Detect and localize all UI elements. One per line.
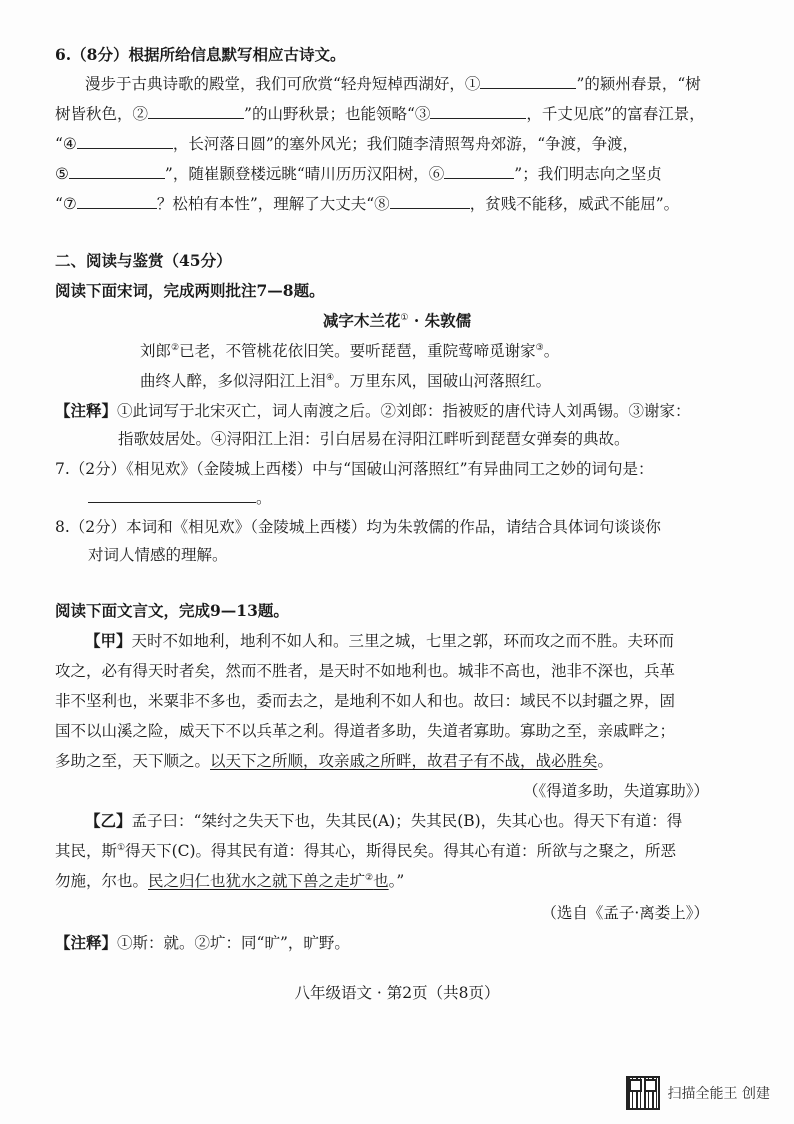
poem-notes-1: 【注释】①此词写于北宋灭亡，词人南渡之后。②刘郎：指被贬的唐代诗人刘禹锡。③谢家： bbox=[55, 401, 691, 420]
page-number: 八年级语文 · 第2页（共8页） bbox=[294, 984, 500, 1002]
blank-4[interactable] bbox=[77, 132, 173, 149]
jia-source: （《得道多助，失道寡助》） bbox=[522, 782, 709, 800]
blank-6[interactable] bbox=[444, 162, 514, 179]
underlined-sentence-yi: 民之归仁也犹水之就下兽之走圹②也 bbox=[148, 872, 389, 890]
blank-2[interactable] bbox=[148, 102, 244, 119]
qr-code-icon bbox=[626, 1076, 660, 1110]
section-intro: 阅读下面宋词，完成两则批注7—8题。 bbox=[55, 281, 325, 300]
classical-intro: 阅读下面文言文，完成9—13题。 bbox=[55, 601, 289, 620]
scanner-watermark: 扫描全能王 创建 bbox=[626, 1076, 770, 1110]
q6-line-5: “⑦ ？松柏有本性”，理解了大丈夫“⑧ ，贫贱不能移，威武不能屈”。 bbox=[55, 192, 754, 215]
blank-8[interactable] bbox=[390, 192, 470, 209]
underlined-sentence-jia: 以天下之所顺，攻亲戚之所畔，故君子有不战，战必胜矣 bbox=[210, 752, 598, 770]
q8-question-1: 8.（2分）本词和《相见欢》（金陵城上西楼）均为朱敦儒的作品，请结合具体词句谈谈你 bbox=[55, 518, 661, 536]
yi-line-2: 其民，斯①得天下(C)。得其民有道：得其心，斯得民矣。得其心有道：所欲与之聚之，所恶 bbox=[55, 842, 677, 860]
jia-line-5: 多助之至，天下顺之。以天下之所顺，攻亲戚之所畔，故君子有不战，战必胜矣。 bbox=[55, 752, 614, 770]
yi-line-3: 勿施，尔也。民之归仁也犹水之就下兽之走圹②也。” bbox=[55, 872, 405, 890]
jia-line-3: 非不坚利也，米粟非不多也，委而去之，是地利不如人和也。故曰：域民不以封疆之界，固 bbox=[55, 692, 676, 710]
blank-3[interactable] bbox=[430, 102, 526, 119]
q7-question: 7.（2分）《相见欢》（金陵城上西楼）中与“国破山河落照红”有异曲同工之妙的词句是： bbox=[55, 460, 654, 478]
blank-1[interactable] bbox=[480, 72, 576, 89]
section-title: 二、阅读与鉴赏（45分） bbox=[55, 251, 232, 270]
q7-answer-blank[interactable] bbox=[88, 486, 256, 503]
yi-line-1: 【乙】孟子曰：“桀纣之失天下也，失其民(A)；失其民(B)，失其心也。得天下有道：得 bbox=[85, 811, 683, 830]
q7-answer-line: 。 bbox=[88, 486, 754, 509]
poem-line-1: 刘郎②已老，不管桃花依旧笑。要听琵琶，重院莺啼觅谢家③。 bbox=[140, 342, 560, 360]
jia-line-2: 攻之，必有得天时者矣，然而不胜者，是天时不如地利也。城非不高也，池非不深也，兵革 bbox=[55, 662, 676, 680]
yi-source: （选自《孟子·离娄上》） bbox=[541, 904, 709, 922]
q6-line-4: ⑤ ”，随崔颢登楼远眺“晴川历历汉阳树，⑥ ”；我们明志向之坚贞 bbox=[55, 162, 754, 185]
classical-notes: 【注释】①斯：就。②圹：同“旷”，旷野。 bbox=[55, 933, 350, 952]
q6-heading: 6.（8分）根据所给信息默写相应古诗文。 bbox=[55, 45, 346, 64]
poem-title: 减字木兰花① · 朱敦儒 bbox=[322, 311, 472, 330]
jia-line-4: 国不以山溪之险，威天下不以兵革之利。得道者多助，失道者寡助。寡助之至，亲戚畔之； bbox=[55, 722, 676, 740]
blank-7[interactable] bbox=[77, 192, 157, 209]
q6-line-3: “④ ，长河落日圆”的塞外风光；我们随李清照驾舟郊游，“争渡，争渡， bbox=[55, 132, 754, 155]
poem-line-2: 曲终人醉，多似浔阳江上泪④。万里东风，国破山河落照红。 bbox=[140, 372, 552, 390]
poem-notes-2: 指歌妓居处。④浔阳江上泪：引白居易在浔阳江畔听到琵琶女弹奏的典故。 bbox=[118, 430, 630, 448]
q6-line-1: 漫步于古典诗歌的殿堂，我们可欣赏“轻舟短棹西湖好，① ”的颍州春景，“树 bbox=[85, 72, 754, 95]
q6-line-2: 树皆秋色，② ”的山野秋景；也能领略“③ ，千丈见底”的富春江景， bbox=[55, 102, 754, 125]
q8-question-2: 对词人情感的理解。 bbox=[88, 546, 228, 564]
jia-line-1: 【甲】天时不如地利，地利不如人和。三里之城，七里之郭，环而攻之而不胜。夫环而 bbox=[85, 631, 675, 650]
blank-5[interactable] bbox=[69, 162, 165, 179]
